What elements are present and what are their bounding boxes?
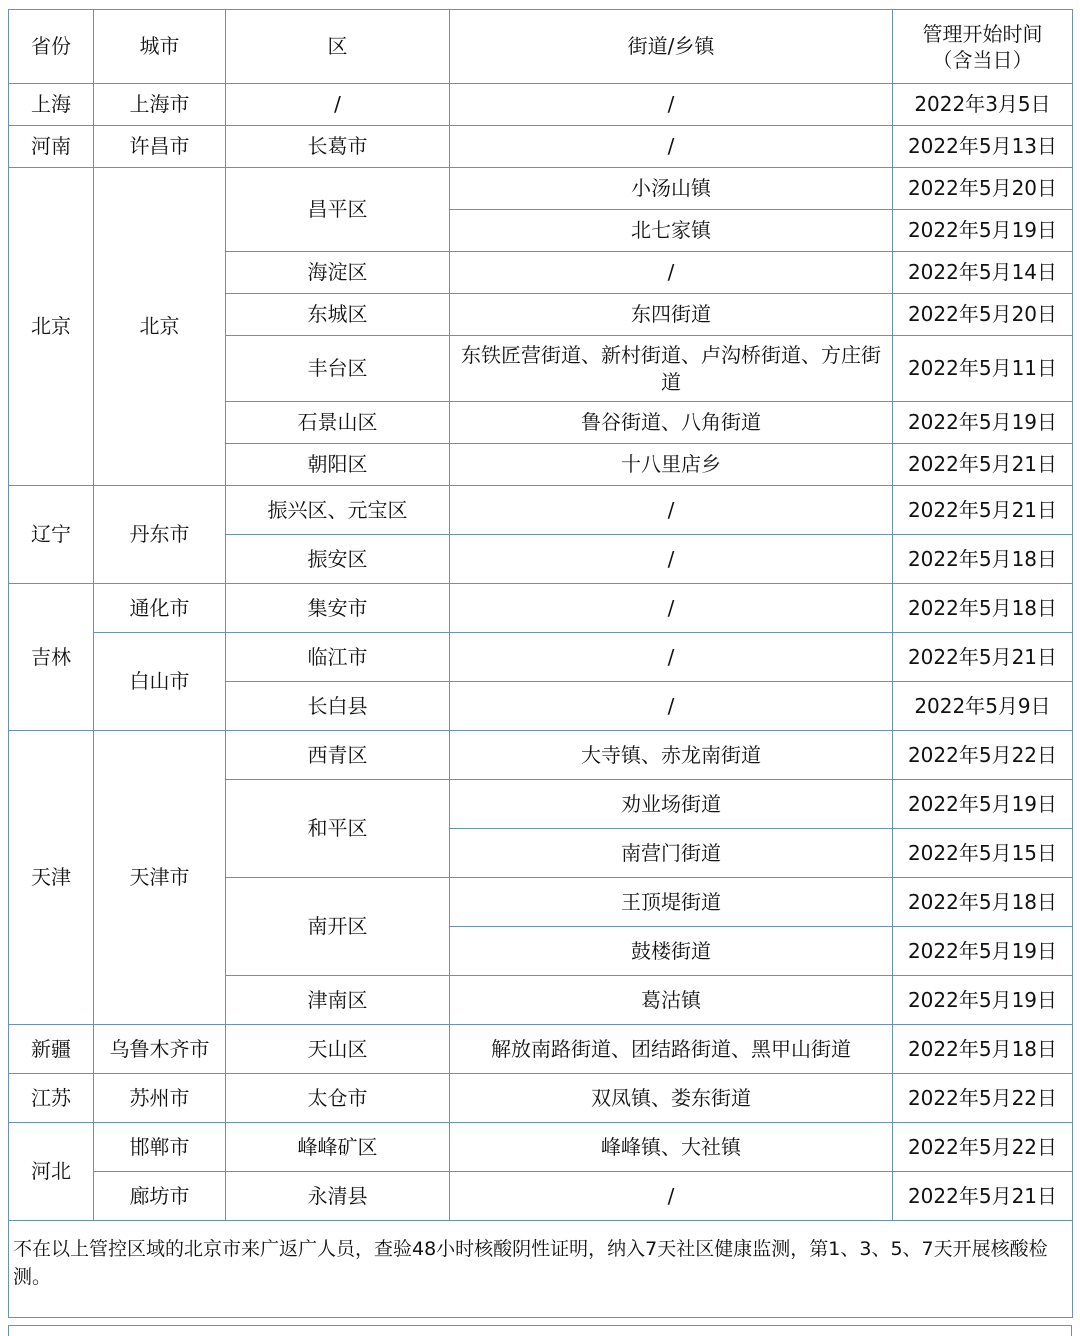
province-cell: 天津 — [9, 731, 94, 1025]
city-cell: 丹东市 — [94, 486, 226, 584]
date-cell: 2022年5月15日 — [893, 829, 1073, 878]
district-cell: 太仓市 — [226, 1074, 450, 1123]
district-cell: 天山区 — [226, 1025, 450, 1074]
date-cell: 2022年5月19日 — [893, 780, 1073, 829]
street-cell: / — [450, 535, 893, 584]
district-cell: 集安市 — [226, 584, 450, 633]
city-cell: 苏州市 — [94, 1074, 226, 1123]
district-cell: 朝阳区 — [226, 444, 450, 486]
header-street: 街道/乡镇 — [450, 10, 893, 84]
street-cell: 葛沽镇 — [450, 976, 893, 1025]
date-cell: 2022年5月21日 — [893, 633, 1073, 682]
note-text: 不在以上管控区域的北京市来广返广人员，查验48小时核酸阴性证明，纳入7天社区健康监测，第1、3、5、7天开展核酸检测。 — [9, 1221, 1073, 1318]
street-cell: / — [450, 1172, 893, 1221]
date-cell: 2022年5月21日 — [893, 486, 1073, 535]
district-cell: 西青区 — [226, 731, 450, 780]
district-cell: 海淀区 — [226, 252, 450, 294]
district-cell: 东城区 — [226, 294, 450, 336]
street-cell: / — [450, 84, 893, 126]
district-cell: 振安区 — [226, 535, 450, 584]
city-cell: 廊坊市 — [94, 1172, 226, 1221]
date-cell: 2022年5月21日 — [893, 1172, 1073, 1221]
table-row — [9, 633, 1073, 682]
district-cell: 振兴区、元宝区 — [226, 486, 450, 535]
city-cell: 通化市 — [94, 584, 226, 633]
table-row — [9, 126, 1073, 168]
province-cell: 上海 — [9, 84, 94, 126]
street-cell: / — [450, 486, 893, 535]
district-cell: 石景山区 — [226, 402, 450, 444]
street-cell: 东四街道 — [450, 294, 893, 336]
street-cell: 鼓楼街道 — [450, 927, 893, 976]
table-row — [9, 486, 1073, 535]
table-row — [9, 1074, 1073, 1123]
date-cell: 2022年5月20日 — [893, 168, 1073, 210]
header-start-date: 管理开始时间 （含当日） — [893, 10, 1073, 84]
table-left-border-tail — [8, 1325, 9, 1336]
street-cell: / — [450, 682, 893, 731]
date-cell: 2022年5月22日 — [893, 731, 1073, 780]
date-cell: 2022年5月19日 — [893, 210, 1073, 252]
table-bottom-border — [8, 1325, 1072, 1326]
table-row — [9, 731, 1073, 780]
street-cell: / — [450, 633, 893, 682]
date-cell: 2022年5月22日 — [893, 1123, 1073, 1172]
street-cell: 东铁匠营街道、新村街道、卢沟桥街道、方庄街道 — [450, 336, 893, 402]
district-cell: 临江市 — [226, 633, 450, 682]
district-cell: 和平区 — [226, 780, 450, 878]
date-cell: 2022年5月13日 — [893, 126, 1073, 168]
table-row — [9, 168, 1073, 210]
district-cell: 津南区 — [226, 976, 450, 1025]
city-cell: 乌鲁木齐市 — [94, 1025, 226, 1074]
city-cell: 邯郸市 — [94, 1123, 226, 1172]
date-cell: 2022年5月18日 — [893, 584, 1073, 633]
district-cell: 永清县 — [226, 1172, 450, 1221]
date-cell: 2022年5月11日 — [893, 336, 1073, 402]
district-cell: / — [226, 84, 450, 126]
date-cell: 2022年5月18日 — [893, 1025, 1073, 1074]
street-cell: 解放南路街道、团结路街道、黑甲山街道 — [450, 1025, 893, 1074]
date-cell: 2022年5月21日 — [893, 444, 1073, 486]
date-cell: 2022年5月18日 — [893, 878, 1073, 927]
date-cell: 2022年5月9日 — [893, 682, 1073, 731]
date-cell: 2022年5月19日 — [893, 402, 1073, 444]
control-area-table — [8, 9, 1073, 1318]
district-cell: 南开区 — [226, 878, 450, 976]
district-cell: 峰峰矿区 — [226, 1123, 450, 1172]
header-district: 区 — [226, 10, 450, 84]
header-province: 省份 — [9, 10, 94, 84]
note-row — [9, 1221, 1073, 1318]
table-row — [9, 1172, 1073, 1221]
date-cell: 2022年5月14日 — [893, 252, 1073, 294]
date-cell: 2022年5月19日 — [893, 927, 1073, 976]
city-cell: 白山市 — [94, 633, 226, 731]
district-cell: 昌平区 — [226, 168, 450, 252]
city-cell: 天津市 — [94, 731, 226, 1025]
street-cell: 大寺镇、赤龙南街道 — [450, 731, 893, 780]
street-cell: 王顶堤街道 — [450, 878, 893, 927]
table-row — [9, 584, 1073, 633]
table-row — [9, 1123, 1073, 1172]
date-cell: 2022年5月19日 — [893, 976, 1073, 1025]
province-cell: 辽宁 — [9, 486, 94, 584]
province-cell: 河北 — [9, 1123, 94, 1221]
street-cell: 双凤镇、娄东街道 — [450, 1074, 893, 1123]
province-cell: 北京 — [9, 168, 94, 486]
province-cell: 新疆 — [9, 1025, 94, 1074]
street-cell: 小汤山镇 — [450, 168, 893, 210]
province-cell: 江苏 — [9, 1074, 94, 1123]
date-cell: 2022年3月5日 — [893, 84, 1073, 126]
district-cell: 丰台区 — [226, 336, 450, 402]
street-cell: / — [450, 126, 893, 168]
city-cell: 北京 — [94, 168, 226, 486]
street-cell: 峰峰镇、大社镇 — [450, 1123, 893, 1172]
district-cell: 长白县 — [226, 682, 450, 731]
street-cell: / — [450, 584, 893, 633]
date-cell: 2022年5月20日 — [893, 294, 1073, 336]
table-row — [9, 1025, 1073, 1074]
city-cell: 上海市 — [94, 84, 226, 126]
header-row — [9, 10, 1073, 84]
header-city: 城市 — [94, 10, 226, 84]
table-right-border-tail — [1071, 1325, 1072, 1336]
street-cell: 劝业场街道 — [450, 780, 893, 829]
street-cell: / — [450, 252, 893, 294]
date-cell: 2022年5月22日 — [893, 1074, 1073, 1123]
street-cell: 鲁谷街道、八角街道 — [450, 402, 893, 444]
district-cell: 长葛市 — [226, 126, 450, 168]
table-row — [9, 84, 1073, 126]
street-cell: 南营门街道 — [450, 829, 893, 878]
province-cell: 吉林 — [9, 584, 94, 731]
city-cell: 许昌市 — [94, 126, 226, 168]
street-cell: 北七家镇 — [450, 210, 893, 252]
province-cell: 河南 — [9, 126, 94, 168]
street-cell: 十八里店乡 — [450, 444, 893, 486]
date-cell: 2022年5月18日 — [893, 535, 1073, 584]
